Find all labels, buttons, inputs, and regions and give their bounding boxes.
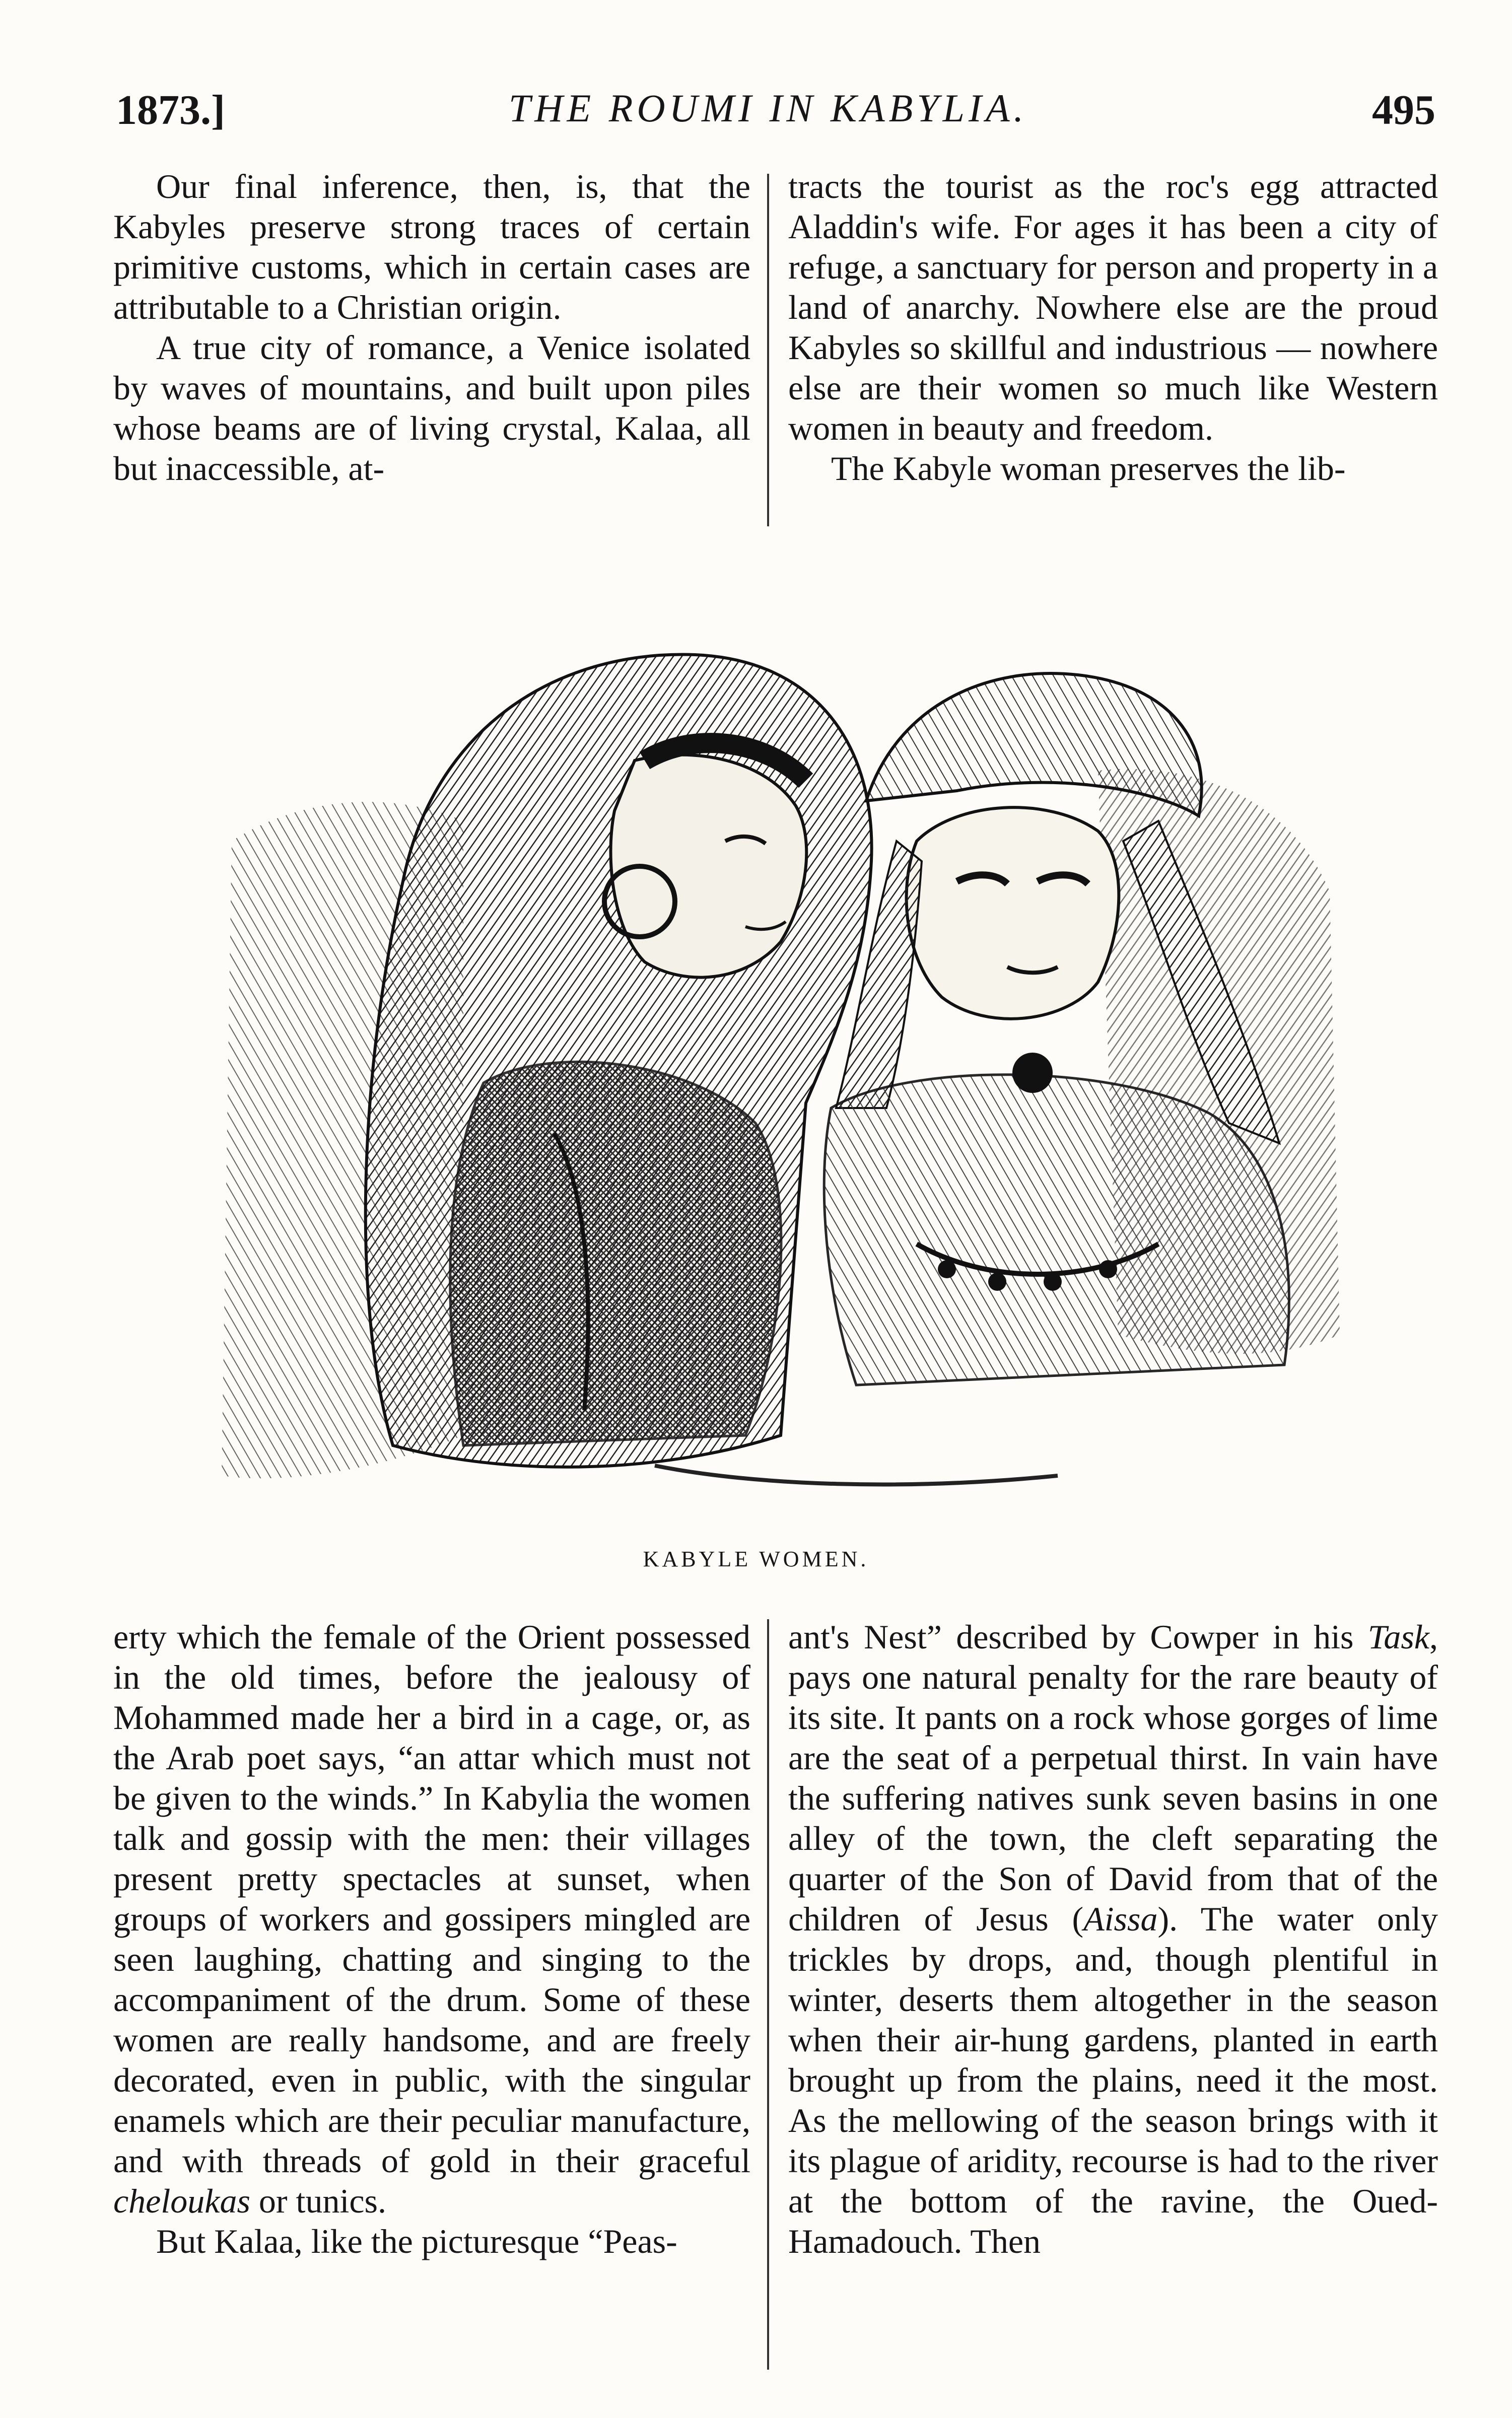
paragraph-final-inference: Our final inference, then, is, that the Kabyles preserve strong traces of certain primitive customs, which in certain cases are attributable to a Christian origin. xyxy=(113,167,750,326)
bottom-right-column xyxy=(788,1617,1438,2261)
column-rule-top xyxy=(767,174,769,526)
running-head-year: 1873.] xyxy=(116,87,225,133)
paragraph-city-of-refuge: tracts the tourist as the roc's egg attracted Aladdin's wife. For ages it has been a city of refuge, a sanctuary for person and property in a land of anarchy. Nowhere else are the proud Kabyles so skillful and industrious — nowhere else are their women so much like Western women in beauty and freedom. xyxy=(788,167,1438,447)
engraving-kabyle-women xyxy=(201,579,1360,1526)
top-right-column xyxy=(788,166,1438,489)
text-nest-part2: , pays one natural penalty for the rare beauty of its site. It pants on a rock whose gorges of lime are the seat of a perpetual thirst. In vain have the suffering natives sunk seven basins in one alley of the town, the cleft separating the quarter of the Son of David from that of the children of Jesus ( xyxy=(788,1618,1438,1938)
text-nest-part3: ). The water only trickles by drops, and, though plentiful in winter, deserts them altogether in the season when their air-hung gardens, planted in earth brought up from the plains, need it the most. As the mellowing of the season brings with it its plague of aridity, recourse is had to the river at the bottom of the ravine, the Oued-Hamadouch. Then xyxy=(788,1900,1438,2260)
text-cheloukas: cheloukas xyxy=(113,2182,250,2220)
paragraph-kabyle-woman: The Kabyle woman preserves the lib- xyxy=(831,449,1346,488)
figure-caption: KABYLE WOMEN. xyxy=(643,1547,869,1571)
text-liberty-part1: erty which the female of the Orient possessed in the old times, before the jealousy of Mohammed made her a bird in a cage, or, as the Arab poet says, “an attar which must not be given to the winds.” In Kabylia the women talk and gossip with the men: their villages present pretty spectacles at sunset, when groups of workers and gossipers mingled are seen laughing, chatting and singing to the accompaniment of the drum. Some of these women are really handsome, and are freely decorated, even in public, with the singular enamels which are their peculiar manufacture, and with threads of gold in their graceful xyxy=(113,1618,750,2180)
text-task: Task xyxy=(1367,1618,1429,1656)
paragraph-but-kalaa: But Kalaa, like the picturesque “Peas- xyxy=(156,2222,677,2260)
column-rule-bottom xyxy=(767,1619,769,2370)
bottom-left-column xyxy=(113,1617,750,2261)
running-head xyxy=(101,86,1435,141)
text-aissa: Aissa xyxy=(1083,1900,1158,1938)
page-number: 495 xyxy=(1372,87,1435,133)
text-nest-part1: ant's Nest” described by Cowper in his xyxy=(788,1618,1368,1656)
paragraph-liberty-of-women xyxy=(113,1617,750,2221)
engraving-illustration xyxy=(201,579,1360,1526)
text-liberty-part2: or tunics. xyxy=(250,2182,386,2220)
paragraph-city-of-romance: A true city of romance, a Venice isolated by waves of mountains, and built upon piles whose beams are of living crystal, Kalaa, all but inaccessible, at- xyxy=(113,328,750,488)
top-left-column xyxy=(113,166,750,489)
paragraph-peasants-nest xyxy=(788,1617,1438,2261)
running-head-title: THE ROUMI IN KABYLIA. xyxy=(508,86,1028,130)
